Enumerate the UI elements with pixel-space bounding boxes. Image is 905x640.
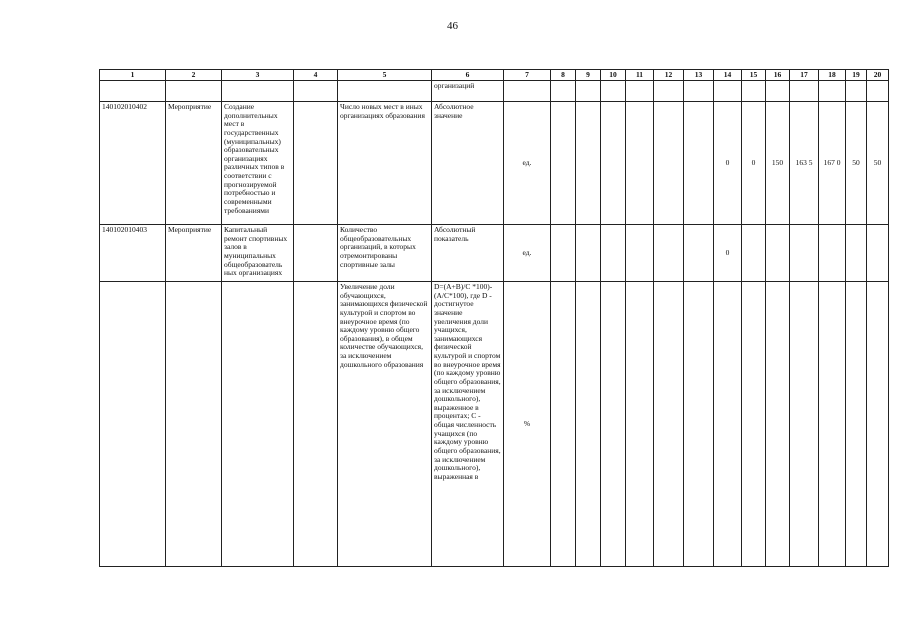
value-16: 150 [766, 102, 790, 225]
header-cell: 5 [338, 70, 432, 81]
table-row [100, 282, 889, 567]
header-cell: 4 [294, 70, 338, 81]
row-method: D=(A+B)/C *100)-(A/C*100), где D - достигнутое значение увеличения доли учащихся, занимающихся физической культурой и спортом во внеурочное время (по каждому уровню общего образования, за исключением дошкольного), выраженное в процентах; C - общая численность учащихся (по каждому уровню общего образования, за исключением дошкольного), выраженная в [432, 282, 504, 567]
value-15: 0 [742, 102, 766, 225]
header-cell: 1 [100, 70, 166, 81]
header-cell: 16 [766, 70, 790, 81]
row-method: Абсолютный показатель [432, 225, 504, 282]
page-number: 46 [447, 20, 458, 32]
header-cell: 17 [790, 70, 819, 81]
row-indicator: Увеличение доли обучающихся, занимающихся физической культурой и спортом во внеурочное время (по каждому уровню общего образования), в общем количестве обучающихся, за исключением дошкольного образования [338, 282, 432, 567]
header-cell: 18 [819, 70, 846, 81]
table-row [100, 225, 889, 282]
row-code: 140102010402 [100, 102, 166, 225]
value-19: 50 [846, 102, 867, 225]
header-cell: 19 [846, 70, 867, 81]
header-cell: 6 [432, 70, 504, 81]
value-17: 163 5 [790, 102, 819, 225]
continuation-cell: организаций [432, 81, 504, 102]
header-row [100, 70, 889, 81]
header-cell: 14 [714, 70, 742, 81]
indicators-table [99, 69, 889, 567]
row-indicator: Число новых мест в иных организациях образования [338, 102, 432, 225]
header-cell: 12 [654, 70, 684, 81]
row-method: Абсолютное значение [432, 102, 504, 225]
header-cell: 20 [867, 70, 889, 81]
row-name: Создание дополнительных мест в государственных (муниципальных) образовательных организациях различных типов в соответствии с прогнозируемой потребностью и современными требованиями [222, 102, 294, 225]
header-cell: 13 [684, 70, 714, 81]
header-cell: 8 [551, 70, 576, 81]
header-cell: 15 [742, 70, 766, 81]
row-indicator: Количество общеобразовательных организаций, в которых отремонтированы спортивные залы [338, 225, 432, 282]
header-cell: 3 [222, 70, 294, 81]
header-cell: 7 [504, 70, 551, 81]
header-cell: 10 [601, 70, 626, 81]
row-unit: % [504, 282, 551, 567]
value-14: 0 [714, 225, 742, 282]
value-14: 0 [714, 102, 742, 225]
table-row [100, 102, 889, 225]
header-cell: 11 [626, 70, 654, 81]
row-unit: ед. [504, 102, 551, 225]
row-type: Мероприятие [166, 225, 222, 282]
row-type: Мероприятие [166, 102, 222, 225]
value-18: 167 0 [819, 102, 846, 225]
header-cell: 2 [166, 70, 222, 81]
row-code: 140102010403 [100, 225, 166, 282]
value-20: 50 [867, 102, 889, 225]
row-unit: ед. [504, 225, 551, 282]
header-cell: 9 [576, 70, 601, 81]
table-row [100, 81, 889, 102]
row-name: Капитальный ремонт спортивных залов в муниципальных общеобразователь ных организациях [222, 225, 294, 282]
